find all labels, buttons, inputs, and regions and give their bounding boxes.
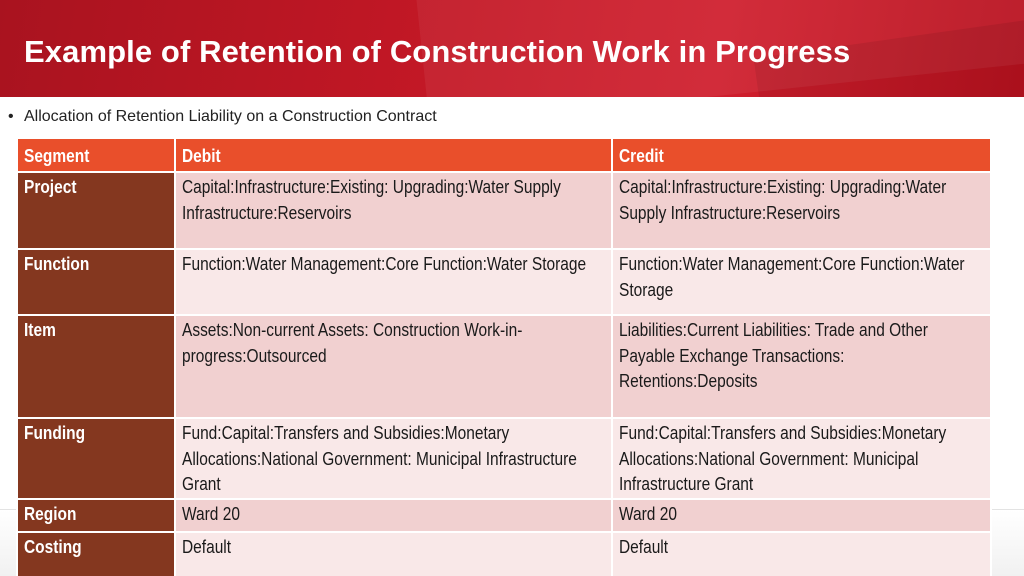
- segment-label: Region: [24, 503, 77, 524]
- segment-cell: [17, 172, 175, 249]
- credit-value: Fund:Capital:Transfers and Subsidies:Monetary Allocations:National Government: Municipal Infrastructure Grant: [619, 423, 947, 494]
- segment-cell: [17, 532, 175, 576]
- credit-cell: [612, 532, 991, 576]
- credit-cell: [612, 249, 991, 315]
- table-row: [17, 315, 991, 418]
- debit-cell: [175, 499, 612, 532]
- table-row: [17, 172, 991, 249]
- debit-value: Fund:Capital:Transfers and Subsidies:Monetary Allocations:National Government: Municipal Infrastructure Grant: [182, 423, 577, 494]
- debit-value: Assets:Non-current Assets: Construction Work-in-progress:Outsourced: [182, 320, 523, 366]
- credit-cell: [612, 315, 991, 418]
- debit-cell: [175, 418, 612, 499]
- segment-label: Funding: [24, 423, 86, 443]
- table-header-row: [17, 138, 991, 172]
- debit-value: Capital:Infrastructure:Existing: Upgrading:Water Supply Infrastructure:Reservoirs: [182, 177, 561, 223]
- debit-cell: [175, 249, 612, 315]
- credit-value: Default: [619, 536, 669, 557]
- credit-cell: [612, 499, 991, 532]
- slide-title: Example of Retention of Construction Work in Progress: [24, 34, 851, 69]
- segment-label: Costing: [24, 536, 82, 557]
- credit-cell: [612, 418, 991, 499]
- bullet-icon: •: [8, 108, 14, 125]
- credit-value: Ward 20: [619, 503, 677, 524]
- segment-cell: [17, 315, 175, 418]
- debit-value: Function:Water Management:Core Function:Water Storage: [182, 254, 587, 274]
- debit-value: Default: [182, 536, 232, 557]
- header-segment: [17, 138, 175, 172]
- table-row: [17, 499, 991, 532]
- slide-header: [0, 0, 1024, 97]
- segment-label: Project: [24, 177, 77, 197]
- segment-label: Function: [24, 254, 90, 274]
- allocation-table: [16, 137, 992, 576]
- segment-cell: [17, 249, 175, 315]
- header-debit: [175, 138, 612, 172]
- table-row: [17, 532, 991, 576]
- debit-cell: [175, 532, 612, 576]
- credit-value: Capital:Infrastructure:Existing: Upgrading:Water Supply Infrastructure:Reservoirs: [619, 177, 947, 223]
- bullet-text: Allocation of Retention Liability on a Construction Contract: [24, 108, 437, 125]
- segment-label: Item: [24, 320, 56, 340]
- debit-cell: [175, 172, 612, 249]
- header-credit-label: Credit: [619, 146, 664, 166]
- segment-cell: [17, 499, 175, 532]
- header-segment-label: Segment: [24, 146, 90, 166]
- debit-value: Ward 20: [182, 503, 240, 524]
- header-credit: [612, 138, 991, 172]
- table-row: [17, 418, 991, 499]
- segment-cell: [17, 418, 175, 499]
- credit-cell: [612, 172, 991, 249]
- table-row: [17, 249, 991, 315]
- credit-value: Function:Water Management:Core Function:Water Storage: [619, 254, 965, 300]
- bullet-point: [8, 108, 437, 126]
- header-debit-label: Debit: [182, 146, 221, 166]
- credit-value: Liabilities:Current Liabilities: Trade and Other Payable Exchange Transactions: Retentions:Deposits: [619, 320, 928, 391]
- debit-cell: [175, 315, 612, 418]
